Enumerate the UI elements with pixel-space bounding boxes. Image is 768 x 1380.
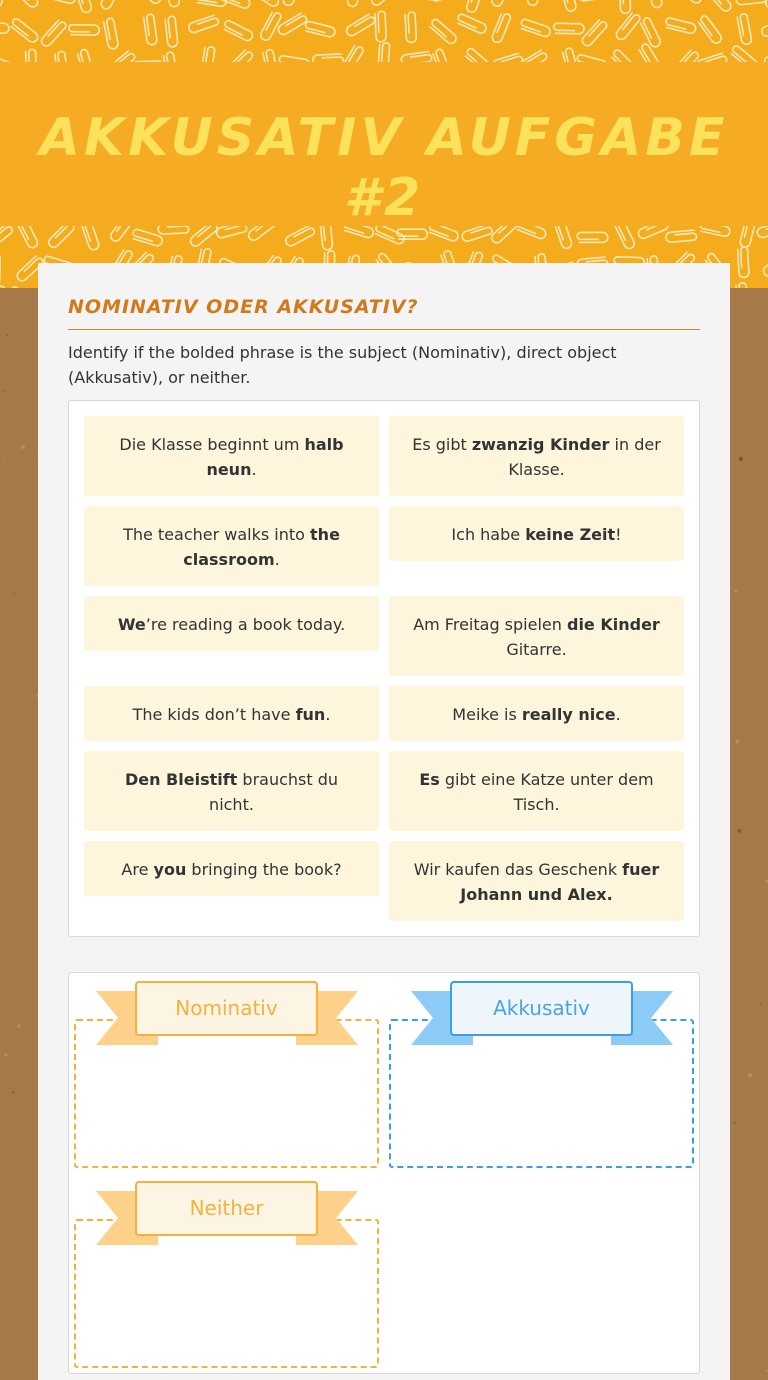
draggable-item[interactable]: Meike is really nice. [389, 686, 684, 741]
neither-label: Neither [135, 1181, 318, 1236]
draggable-item[interactable]: Es gibt zwanzig Kinder in der Klasse. [389, 416, 684, 496]
akkusativ-label: Akkusativ [450, 981, 633, 1036]
neither-category-ribbon [96, 1181, 358, 1247]
draggable-item[interactable]: Ich habe keine Zeit! [389, 506, 684, 561]
page-title: AKKUSATIV AUFGABE #2 [39, 108, 729, 228]
draggable-item[interactable]: We’re reading a book today. [84, 596, 379, 651]
draggable-item[interactable]: Are you bringing the book? [84, 841, 379, 896]
nominativ-label: Nominativ [135, 981, 318, 1036]
draggable-item[interactable]: The teacher walks into the classroom. [84, 506, 379, 586]
section-title: NOMINATIV ODER AKKUSATIV? [68, 292, 700, 330]
draggable-item[interactable]: Den Bleistift brauchst du nicht. [84, 751, 379, 831]
draggable-item[interactable]: Am Freitag spielen die Kinder Gitarre. [389, 596, 684, 676]
draggable-item[interactable]: Es gibt eine Katze unter dem Tisch. [389, 751, 684, 831]
draggable-item[interactable]: Wir kaufen das Geschenk fuer Johann und Alex. [389, 841, 684, 921]
nominativ-category-ribbon [96, 981, 358, 1047]
draggable-item[interactable]: Die Klasse beginnt um halb neun. [84, 416, 379, 496]
akkusativ-category-ribbon [411, 981, 673, 1047]
instructions-text: Identify if the bolded phrase is the subject (Nominativ), direct object (Akkusativ), or neither. [68, 343, 617, 387]
sorting-panel [68, 972, 700, 1374]
sortable-items-panel [68, 400, 700, 937]
draggable-item[interactable]: The kids don’t have fun. [84, 686, 379, 741]
